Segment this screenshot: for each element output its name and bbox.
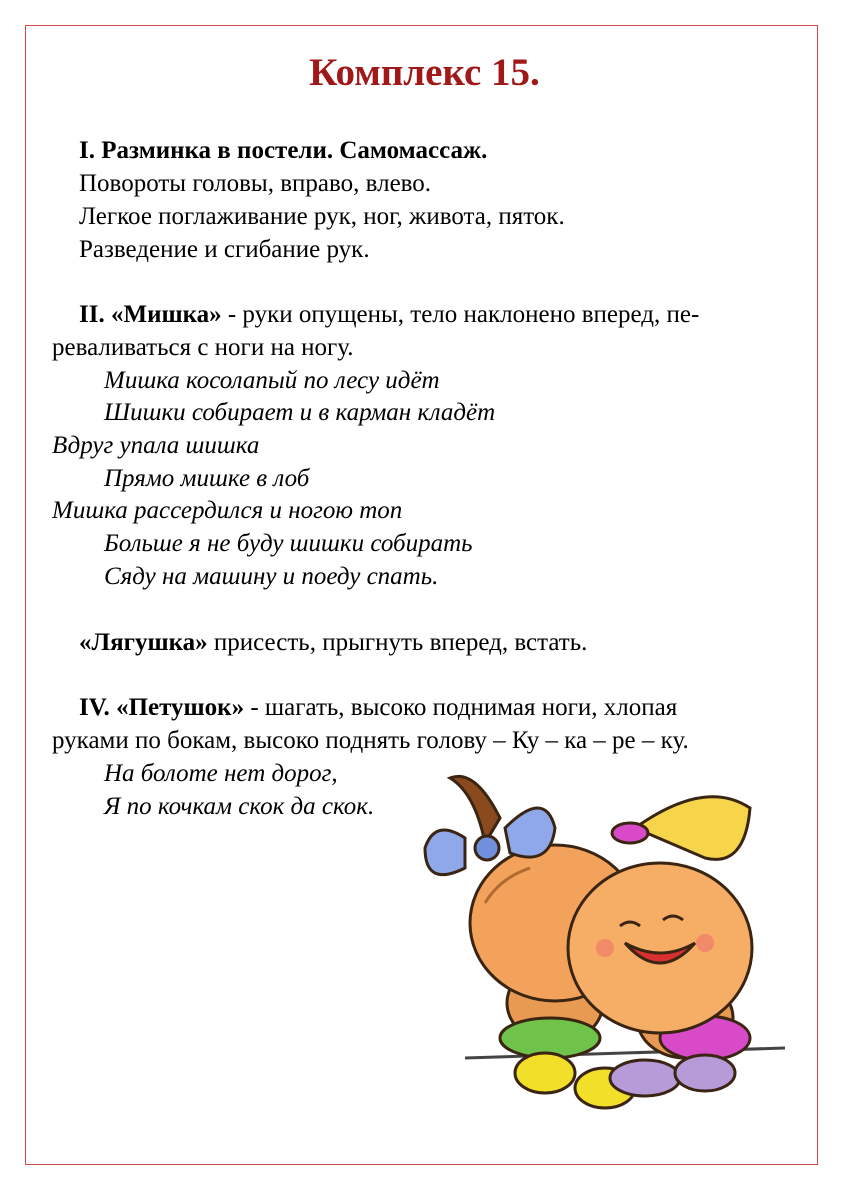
poem-line: Мишка рассердился и ногою топ [52, 497, 403, 524]
section-2-number: II. [79, 301, 111, 328]
page-title: Комплекс 15. [309, 51, 540, 94]
section-4-intro [79, 695, 677, 720]
section-4-number: IV. [79, 694, 117, 721]
section-3-line [79, 630, 587, 655]
section-1-line: Разведение и сгибание рук. [79, 236, 370, 263]
poem-line: Шишки собирает и в карман кладёт [104, 399, 496, 426]
poem-line: Вдруг упала шишка [52, 432, 260, 459]
section-2-text-cont: реваливаться с ноги на ногу. [52, 334, 354, 361]
poem-line: На болоте нет дорог, [104, 760, 338, 787]
section-2-intro [79, 302, 699, 327]
poem-line: Мишка косолапый по лесу идёт [104, 367, 440, 394]
section-2-text: - руки опущены, тело наклонено вперед, пе- [221, 301, 700, 328]
section-1-line: Легкое поглаживание рук, ног, живота, пяток. [79, 203, 565, 230]
poem-line: Прямо мишке в лоб [104, 465, 310, 492]
poem-line: Больше я не буду шишки собирать [104, 530, 473, 557]
poem-line: Я по кочкам скок да скок. [104, 793, 375, 820]
section-4-text-cont: руками по бокам, высоко поднять голову – Ку – ка – ре – ку. [52, 727, 689, 754]
section-3-text: присесть, прыгнуть вперед, встать. [207, 629, 588, 656]
section-1-heading: I. Разминка в постели. Самомассаж. [79, 137, 488, 164]
section-4-text: - шагать, высоко поднимая ноги, хлопая [244, 694, 678, 721]
exercise-name-petushok: «Петушок» [116, 694, 245, 721]
exercise-name-lyagushka: «Лягушка» [79, 629, 208, 656]
two-laughing-kids-illustration [405, 748, 825, 1128]
section-1-line: Повороты головы, вправо, влево. [79, 170, 432, 197]
exercise-name-mishka: «Мишка» [110, 301, 222, 328]
poem-line: Сяду на машину и поеду спать. [104, 563, 439, 590]
